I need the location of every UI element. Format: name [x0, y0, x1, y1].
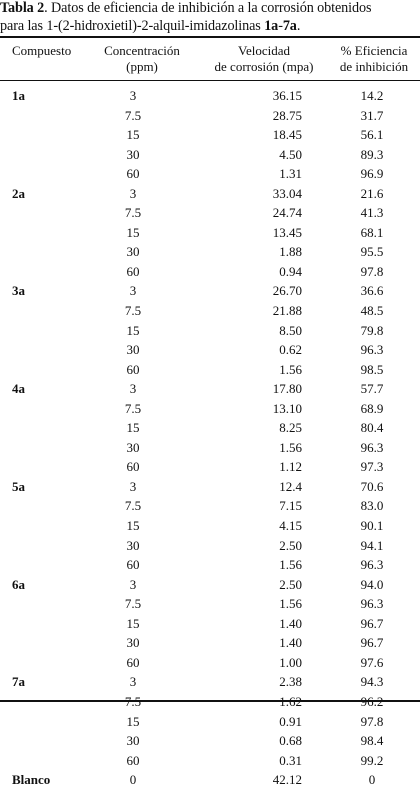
- table-row: [0, 477, 420, 497]
- table-row: [0, 145, 420, 165]
- cell-compuesto: Blanco: [12, 772, 51, 788]
- cell-velocidad: 0.68: [279, 733, 302, 749]
- table-row: [0, 301, 420, 321]
- cell-velocidad: 1.12: [279, 459, 302, 475]
- cell-concentracion: 0: [129, 772, 137, 788]
- cell-eficiencia: 96.3: [360, 342, 384, 358]
- table-row: [0, 360, 420, 380]
- table-row: [0, 496, 420, 516]
- cell-eficiencia: 97.3: [360, 459, 384, 475]
- table-row: [0, 751, 420, 771]
- cell-concentracion: 3: [129, 381, 137, 397]
- table-row: [0, 321, 420, 341]
- cell-concentracion: 30: [126, 244, 140, 260]
- cell-velocidad: 21.88: [272, 303, 302, 319]
- cell-concentracion: 15: [126, 322, 140, 338]
- cell-eficiencia: 98.4: [360, 733, 384, 749]
- table-row: [0, 516, 420, 536]
- cell-eficiencia: 96.9: [360, 166, 384, 182]
- caption-dash: -: [278, 17, 283, 34]
- cell-eficiencia: 94.0: [360, 576, 384, 592]
- cell-eficiencia: 41.3: [360, 205, 384, 221]
- cell-velocidad: 8.25: [279, 420, 302, 436]
- cell-eficiencia: 80.4: [360, 420, 384, 436]
- cell-eficiencia: 21.6: [360, 185, 384, 201]
- table-row: [0, 418, 420, 438]
- cell-velocidad: 1.00: [279, 654, 302, 670]
- cell-eficiencia: 99.2: [360, 752, 384, 768]
- cell-compuesto: 6a: [12, 576, 25, 592]
- cell-velocidad: 12.4: [279, 478, 302, 494]
- cell-velocidad: 28.75: [272, 107, 302, 123]
- cell-concentracion: 3: [129, 283, 137, 299]
- top-rule: [0, 36, 420, 38]
- table-row: [0, 125, 420, 145]
- cell-compuesto: 3a: [12, 283, 25, 299]
- table-row: [0, 770, 420, 790]
- cell-velocidad: 0.62: [279, 342, 302, 358]
- header-velocidad-line-2: de corrosión (mpa): [214, 59, 314, 74]
- cell-concentracion: 30: [126, 342, 140, 358]
- cell-concentracion: 60: [126, 654, 140, 670]
- cell-eficiencia: 70.6: [360, 478, 384, 494]
- header-eficiencia: [330, 43, 418, 75]
- table-row: [0, 86, 420, 106]
- cell-velocidad: 1.56: [279, 596, 302, 612]
- cell-concentracion: 15: [126, 224, 140, 240]
- header-velocidad-line-1: Velocidad: [238, 43, 290, 58]
- table-row: [0, 242, 420, 262]
- table-row: [0, 203, 420, 223]
- cell-velocidad: 18.45: [272, 127, 302, 143]
- cell-eficiencia: 68.1: [360, 224, 384, 240]
- cell-eficiencia: 90.1: [360, 518, 384, 534]
- cell-concentracion: 30: [126, 146, 140, 162]
- cell-eficiencia: 79.8: [360, 322, 384, 338]
- cell-velocidad: 1.88: [279, 244, 302, 260]
- table-row: [0, 106, 420, 126]
- table-row: [0, 614, 420, 634]
- cell-eficiencia: 57.7: [360, 381, 384, 397]
- cell-eficiencia: 68.9: [360, 400, 384, 416]
- cell-velocidad: 1.31: [279, 166, 302, 182]
- cell-velocidad: 1.56: [279, 439, 302, 455]
- cell-concentracion: 15: [126, 518, 140, 534]
- caption-label: Tabla 2: [0, 0, 45, 16]
- table-row: [0, 340, 420, 360]
- table-row: [0, 653, 420, 673]
- cell-eficiencia: 31.7: [360, 107, 384, 123]
- cell-velocidad: 13.45: [272, 224, 302, 240]
- cell-velocidad: 1.40: [279, 615, 302, 631]
- cell-velocidad: 2.38: [279, 674, 302, 690]
- cell-concentracion: 7.5: [124, 205, 142, 221]
- cell-concentracion: 7.5: [124, 107, 142, 123]
- cell-eficiencia: 96.3: [360, 596, 384, 612]
- caption-range-start: 1a: [264, 17, 279, 34]
- cell-eficiencia: 14.2: [360, 88, 384, 103]
- header-eficiencia-line-1: % Eficiencia: [340, 43, 408, 58]
- cell-eficiencia: 97.8: [360, 713, 384, 729]
- cell-eficiencia: 96.7: [360, 635, 384, 651]
- header-concentracion-line-1: Concentración: [104, 43, 180, 58]
- cell-velocidad: 36.15: [272, 88, 302, 103]
- table-row: [0, 536, 420, 556]
- cell-concentracion: 7.5: [124, 400, 142, 416]
- cell-concentracion: 7.5: [124, 303, 142, 319]
- cell-eficiencia: 94.1: [360, 537, 384, 553]
- cell-concentracion: 60: [126, 361, 140, 377]
- cell-eficiencia: 36.6: [360, 283, 384, 299]
- table-row: [0, 672, 420, 692]
- caption-period: .: [296, 17, 301, 34]
- caption-line-2: [0, 18, 416, 36]
- cell-concentracion: 15: [126, 615, 140, 631]
- table-row: [0, 594, 420, 614]
- cell-eficiencia: 96.7: [360, 615, 384, 631]
- cell-eficiencia: 94.3: [360, 674, 384, 690]
- table-row: [0, 262, 420, 282]
- cell-eficiencia: 97.8: [360, 263, 384, 279]
- table-row: [0, 438, 420, 458]
- cell-velocidad: 1.56: [279, 361, 302, 377]
- cell-velocidad: 0.94: [279, 263, 302, 279]
- cell-velocidad: 0.91: [279, 713, 302, 729]
- cell-compuesto: 4a: [12, 381, 25, 397]
- caption-text-2: para las 1-(2-hidroxietil)-2-alquil-imidazolinas: [0, 17, 265, 34]
- cell-concentracion: 15: [126, 127, 140, 143]
- cell-concentracion: 60: [126, 752, 140, 768]
- table-caption: [0, 0, 416, 35]
- cell-concentracion: 60: [126, 166, 140, 182]
- cell-eficiencia: 98.5: [360, 361, 384, 377]
- cell-eficiencia: 0: [368, 772, 376, 788]
- cell-velocidad: 1.56: [279, 557, 302, 573]
- cell-velocidad: 33.04: [272, 185, 302, 201]
- header-rule: [0, 80, 420, 81]
- table-row: [0, 223, 420, 243]
- cell-velocidad: 2.50: [279, 537, 302, 553]
- cell-compuesto: 7a: [12, 674, 25, 690]
- cell-compuesto: 2a: [12, 185, 25, 201]
- cell-compuesto: 1a: [12, 88, 25, 103]
- cell-concentracion: 60: [126, 557, 140, 573]
- table-body: [0, 86, 420, 790]
- header-velocidad: [180, 43, 348, 75]
- header-eficiencia-line-2: de inhibición: [339, 59, 409, 74]
- cell-concentracion: 15: [126, 713, 140, 729]
- cell-concentracion: 3: [129, 674, 137, 690]
- header-concentracion-line-2: (ppm): [126, 59, 158, 74]
- header-compuesto: [0, 43, 92, 59]
- cell-velocidad: 0.31: [279, 752, 302, 768]
- cell-eficiencia: 96.3: [360, 439, 384, 455]
- bottom-rule: [0, 700, 420, 702]
- table-row: [0, 633, 420, 653]
- cell-velocidad: 4.15: [279, 518, 302, 534]
- header-compuesto-label: Compuesto: [12, 43, 72, 58]
- table-row: [0, 712, 420, 732]
- cell-eficiencia: 96.3: [360, 557, 384, 573]
- table-row: [0, 457, 420, 477]
- caption-text-1: . Datos de eficiencia de inhibición a la corrosión obtenidos: [44, 0, 372, 16]
- cell-velocidad: 17.80: [272, 381, 302, 397]
- cell-velocidad: 13.10: [272, 400, 302, 416]
- cell-concentracion: 30: [126, 733, 140, 749]
- cell-velocidad: 2.50: [279, 576, 302, 592]
- cell-concentracion: 7.5: [124, 596, 142, 612]
- cell-eficiencia: 56.1: [360, 127, 384, 143]
- cell-eficiencia: 89.3: [360, 146, 384, 162]
- cell-concentracion: 3: [129, 88, 137, 103]
- cell-velocidad: 42.12: [272, 772, 302, 788]
- cell-concentracion: 7.5: [124, 498, 142, 514]
- cell-concentracion: 3: [129, 478, 137, 494]
- cell-velocidad: 7.15: [279, 498, 302, 514]
- cell-concentracion: 60: [126, 459, 140, 475]
- cell-eficiencia: 95.5: [360, 244, 384, 260]
- cell-velocidad: 1.40: [279, 635, 302, 651]
- cell-eficiencia: 97.6: [360, 654, 384, 670]
- cell-concentracion: 60: [126, 263, 140, 279]
- cell-eficiencia: 48.5: [360, 303, 384, 319]
- cell-concentracion: 30: [126, 439, 140, 455]
- table-row: [0, 555, 420, 575]
- cell-eficiencia: 83.0: [360, 498, 384, 514]
- cell-concentracion: 3: [129, 185, 137, 201]
- caption-line-1: [0, 0, 416, 18]
- cell-concentracion: 3: [129, 576, 137, 592]
- cell-concentracion: 15: [126, 420, 140, 436]
- caption-range-end: 7a: [282, 17, 297, 34]
- cell-velocidad: 24.74: [272, 205, 302, 221]
- cell-velocidad: 26.70: [272, 283, 302, 299]
- table-row: [0, 379, 420, 399]
- table-row: [0, 575, 420, 595]
- cell-compuesto: 5a: [12, 478, 25, 494]
- cell-velocidad: 4.50: [279, 146, 302, 162]
- table-row: [0, 399, 420, 419]
- cell-concentracion: 30: [126, 635, 140, 651]
- cell-concentracion: 30: [126, 537, 140, 553]
- table-row: [0, 731, 420, 751]
- table-row: [0, 281, 420, 301]
- table-row: [0, 184, 420, 204]
- table-row: [0, 164, 420, 184]
- cell-velocidad: 8.50: [279, 322, 302, 338]
- header-concentracion: [90, 43, 194, 75]
